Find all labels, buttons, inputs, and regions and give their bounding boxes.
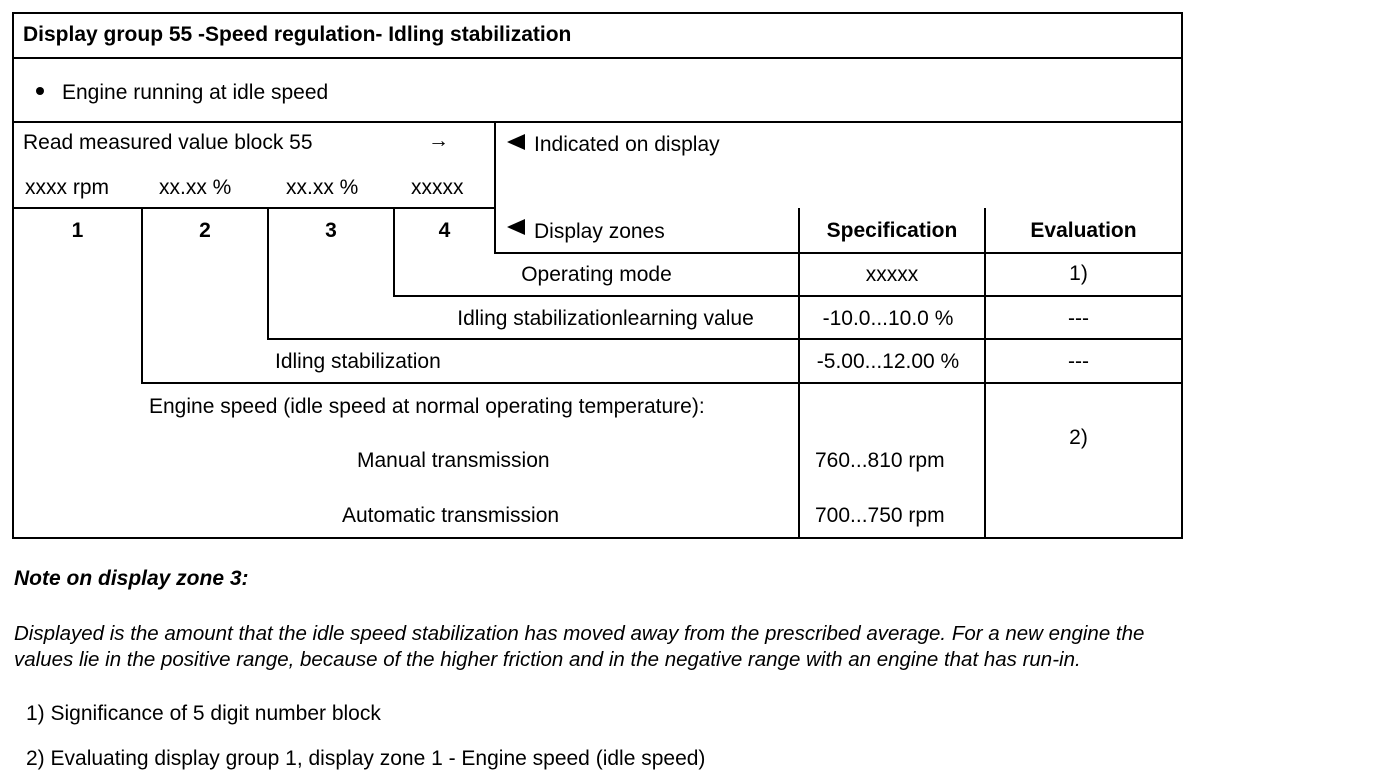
zone-number-2: 2 xyxy=(199,219,211,242)
automatic-transmission-spec: 700...750 rpm xyxy=(815,504,945,527)
footnote-1: 1) Significance of 5 digit number block xyxy=(26,702,381,725)
zone-number-1: 1 xyxy=(71,219,84,242)
row-spec-learning-value: -10.0...10.0 % xyxy=(822,307,954,330)
pointer-triangle-icon xyxy=(507,134,525,150)
indicated-on-display-label: Indicated on display xyxy=(534,133,720,156)
display-value-4: xxxxx xyxy=(411,176,464,199)
zone-number-4: 4 xyxy=(438,219,451,242)
footnote-2: 2) Evaluating display group 1, display zone 1 - Engine speed (idle speed) xyxy=(26,747,706,770)
bullet-icon xyxy=(36,87,44,95)
row-spec-operating-mode: xxxxx xyxy=(865,263,919,286)
row-eval-idling-stabilization: --- xyxy=(1068,350,1089,373)
test-condition: Engine running at idle speed xyxy=(62,81,329,104)
row-label-idling-stabilization: Idling stabilization xyxy=(275,350,441,373)
engine-speed-eval: 2) xyxy=(1069,426,1088,449)
display-zones-label: Display zones xyxy=(534,220,665,243)
automatic-transmission-label: Automatic transmission xyxy=(342,504,560,527)
zone-number-3: 3 xyxy=(325,219,337,242)
note-heading: Note on display zone 3: xyxy=(14,567,249,590)
row-label-operating-mode: Operating mode xyxy=(521,263,672,286)
table-title: Display group 55 -Speed regulation- Idling stabilization xyxy=(23,23,572,46)
engine-speed-label: Engine speed (idle speed at normal operating temperature): xyxy=(149,395,705,418)
display-value-1: xxxx rpm xyxy=(25,176,109,199)
arrow-right-icon: → xyxy=(428,129,449,152)
row-spec-idling-stabilization: -5.00...12.00 % xyxy=(816,350,960,373)
read-block-label: Read measured value block 55 xyxy=(23,131,313,154)
manual-transmission-label: Manual transmission xyxy=(357,449,550,472)
display-value-3: xx.xx % xyxy=(286,176,359,199)
row-eval-operating-mode: 1) xyxy=(1069,262,1088,285)
pointer-triangle-icon xyxy=(507,219,525,235)
row-label-learning-value: Idling stabilizationlearning value xyxy=(457,307,754,330)
note-paragraph-line-2: values lie in the positive range, because of the higher friction and in the negative range with an engine that has run-in. xyxy=(14,648,1081,671)
manual-transmission-spec: 760...810 rpm xyxy=(815,449,945,472)
note-paragraph-line-1: Displayed is the amount that the idle speed stabilization has moved away from the prescribed average. For a new engine the xyxy=(14,622,1145,645)
specification-header: Specification xyxy=(826,219,958,242)
display-value-2: xx.xx % xyxy=(159,176,232,199)
row-eval-learning-value: --- xyxy=(1068,307,1089,330)
evaluation-header: Evaluation xyxy=(1030,219,1137,242)
